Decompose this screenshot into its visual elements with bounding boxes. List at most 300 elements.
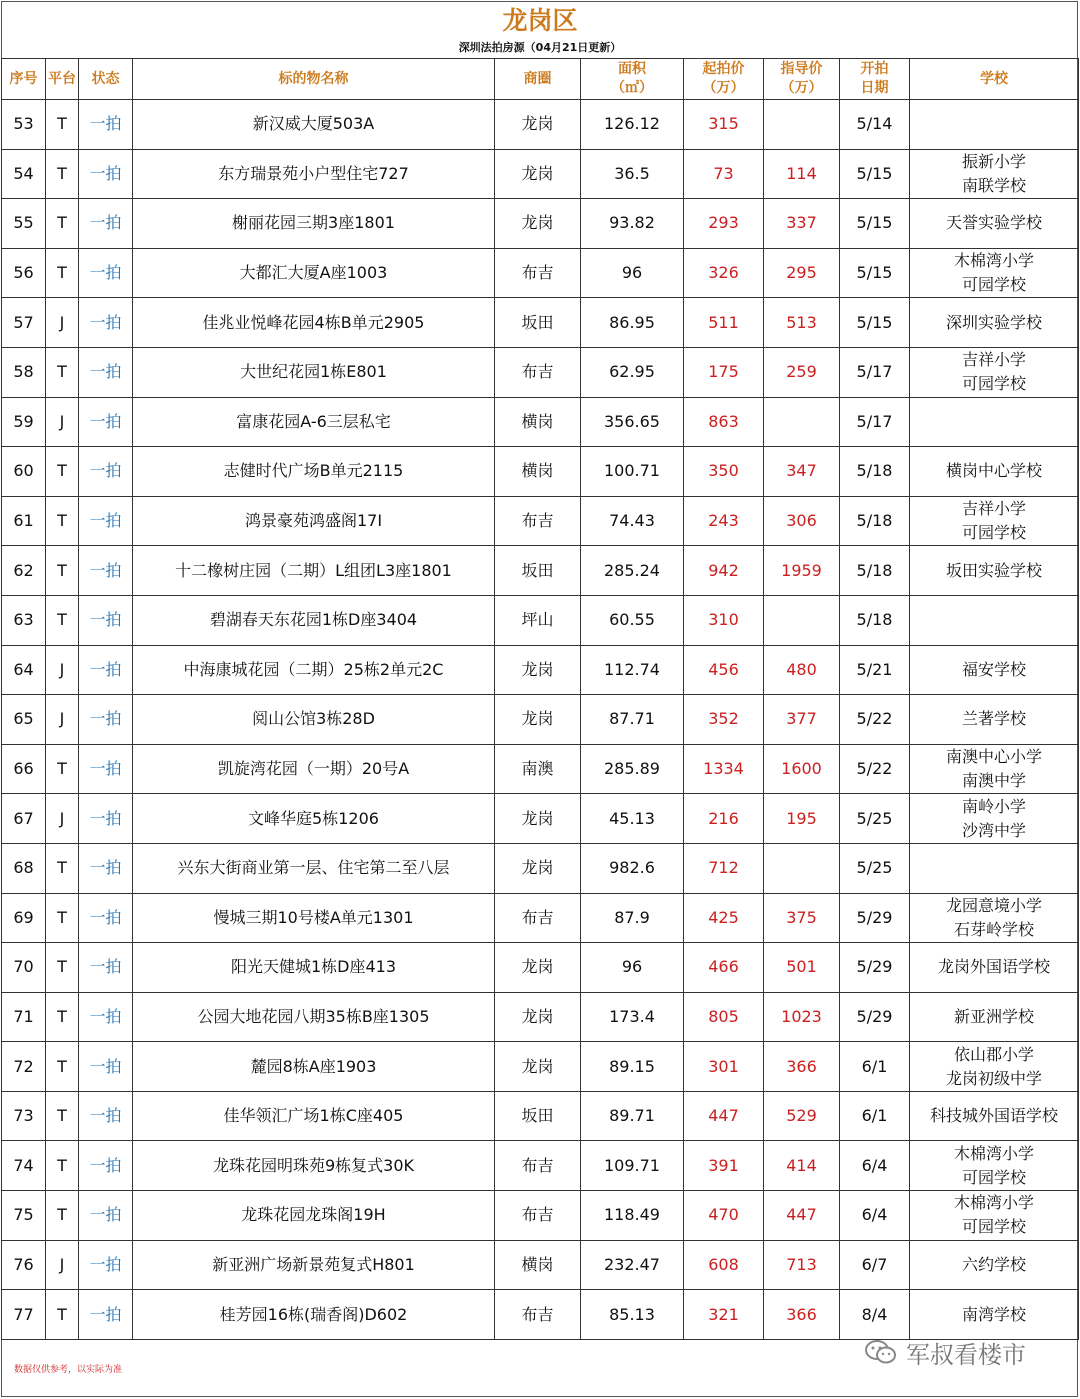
cell-platform: T [46, 1290, 79, 1340]
cell-area: 96 [581, 943, 684, 993]
header-line: 面积 [618, 61, 646, 77]
school-name: 可园学校 [961, 1167, 1026, 1187]
watermark [864, 1334, 1054, 1370]
cell-zone: 布吉 [495, 1141, 581, 1191]
school-name: 石芽岭学校 [953, 919, 1034, 939]
cell-no: 75 [2, 1191, 46, 1241]
cell-date: 6/7 [840, 1240, 910, 1290]
cell-zone: 布吉 [495, 1290, 581, 1340]
cell-start-price: 301 [684, 1042, 764, 1092]
header-line: 指导价 [780, 61, 823, 77]
school-name: 龙园意境小学 [945, 895, 1042, 915]
cell-start-price: 326 [684, 248, 764, 298]
cell-platform: T [46, 347, 79, 397]
header-line: 起拍价 [702, 61, 745, 77]
cell-zone: 横岗 [495, 447, 581, 497]
cell-zone: 龙岗 [495, 992, 581, 1042]
cell-date: 5/22 [840, 744, 910, 794]
cell-guide-price: 259 [764, 347, 840, 397]
cell-zone: 横岗 [495, 1240, 581, 1290]
table-row [2, 1240, 1079, 1290]
watermark-text: 军叔看楼市 [906, 1340, 1026, 1369]
table-row [2, 1042, 1079, 1092]
header-col-status [79, 59, 133, 100]
cell-platform: T [46, 149, 79, 199]
cell-area: 112.74 [581, 645, 684, 695]
cell-area: 36.5 [581, 149, 684, 199]
cell-school [910, 1091, 1079, 1141]
cell-start-price: 425 [684, 893, 764, 943]
cell-status: 一拍 [79, 397, 133, 447]
table-row [2, 695, 1079, 745]
school-name: 龙岗外国语学校 [937, 957, 1050, 977]
cell-school [910, 1191, 1079, 1241]
cell-date: 5/29 [840, 992, 910, 1042]
cell-status: 一拍 [79, 1240, 133, 1290]
cell-status: 一拍 [79, 893, 133, 943]
cell-date: 5/17 [840, 397, 910, 447]
cell-platform: T [46, 744, 79, 794]
cell-status: 一拍 [79, 100, 133, 150]
table-row [2, 744, 1079, 794]
cell-guide-price: 366 [764, 1042, 840, 1092]
cell-no: 61 [2, 496, 46, 546]
cell-area: 100.71 [581, 447, 684, 497]
table-body [2, 100, 1079, 1340]
cell-platform: J [46, 397, 79, 447]
cell-date: 6/1 [840, 1091, 910, 1141]
school-name: 可园学校 [961, 374, 1026, 394]
table-row [2, 447, 1079, 497]
cell-start-price: 1334 [684, 744, 764, 794]
cell-zone: 龙岗 [495, 943, 581, 993]
school-name: 吉祥小学 [961, 350, 1026, 370]
table-row [2, 1091, 1079, 1141]
header-line: 商圈 [523, 70, 552, 87]
header-row [2, 59, 1079, 100]
cell-school [910, 447, 1079, 497]
cell-school [910, 645, 1079, 695]
cell-zone: 坪山 [495, 595, 581, 645]
cell-no: 72 [2, 1042, 46, 1092]
school-name: 南联学校 [961, 175, 1026, 195]
cell-start-price: 243 [684, 496, 764, 546]
header-line: （万） [702, 80, 745, 96]
cell-school [910, 199, 1079, 249]
cell-school [910, 992, 1079, 1042]
cell-platform: T [46, 100, 79, 150]
cell-no: 65 [2, 695, 46, 745]
cell-date: 5/15 [840, 149, 910, 199]
cell-guide-price [764, 595, 840, 645]
cell-zone: 布吉 [495, 893, 581, 943]
cell-no: 60 [2, 447, 46, 497]
cell-name: 大世纪花园1栋E801 [133, 347, 495, 397]
cell-no: 70 [2, 943, 46, 993]
cell-date: 5/18 [840, 447, 910, 497]
cell-name: 新汉威大厦503A [133, 100, 495, 150]
cell-school [910, 843, 1079, 893]
cell-date: 5/21 [840, 645, 910, 695]
cell-start-price: 466 [684, 943, 764, 993]
cell-date: 5/15 [840, 248, 910, 298]
school-name: 六约学校 [961, 1254, 1026, 1274]
cell-zone: 龙岗 [495, 695, 581, 745]
table-row [2, 248, 1079, 298]
table-row [2, 943, 1079, 993]
cell-name: 富康花园A-6三层私宅 [133, 397, 495, 447]
table-row [2, 298, 1079, 348]
header-line: 开拍 [860, 61, 889, 77]
cell-status: 一拍 [79, 744, 133, 794]
school-name: 木棉湾小学 [953, 1143, 1034, 1163]
cell-status: 一拍 [79, 943, 133, 993]
cell-no: 63 [2, 595, 46, 645]
cell-date: 5/17 [840, 347, 910, 397]
cell-zone: 龙岗 [495, 794, 581, 844]
cell-date: 5/15 [840, 298, 910, 348]
cell-platform: J [46, 695, 79, 745]
cell-status: 一拍 [79, 1042, 133, 1092]
cell-status: 一拍 [79, 843, 133, 893]
footer-note: 数据仅供参考，以实际为准 [14, 1365, 123, 1375]
cell-school [910, 744, 1079, 794]
cell-area: 109.71 [581, 1141, 684, 1191]
cell-status: 一拍 [79, 645, 133, 695]
cell-guide-price: 347 [764, 447, 840, 497]
table-row [2, 199, 1079, 249]
cell-school [910, 546, 1079, 596]
cell-area: 45.13 [581, 794, 684, 844]
cell-status: 一拍 [79, 695, 133, 745]
cell-school [910, 298, 1079, 348]
cell-guide-price [764, 100, 840, 150]
cell-platform: T [46, 843, 79, 893]
cell-no: 64 [2, 645, 46, 695]
cell-no: 73 [2, 1091, 46, 1141]
cell-no: 57 [2, 298, 46, 348]
school-name: 振新小学 [961, 151, 1026, 171]
cell-guide-price: 513 [764, 298, 840, 348]
school-name: 深圳实验学校 [945, 312, 1042, 332]
cell-name: 兴东大街商业第一层、住宅第二至八层 [133, 843, 495, 893]
cell-platform: T [46, 546, 79, 596]
cell-school [910, 1290, 1079, 1340]
cell-platform: T [46, 992, 79, 1042]
cell-name: 榭丽花园三期3座1801 [133, 199, 495, 249]
cell-zone: 坂田 [495, 298, 581, 348]
cell-area: 74.43 [581, 496, 684, 546]
school-name: 科技城外国语学校 [929, 1106, 1058, 1126]
header-col-start-price [684, 59, 764, 100]
cell-no: 71 [2, 992, 46, 1042]
table-row [2, 645, 1079, 695]
cell-school [910, 695, 1079, 745]
cell-area: 62.95 [581, 347, 684, 397]
cell-zone: 南澳 [495, 744, 581, 794]
cell-area: 93.82 [581, 199, 684, 249]
cell-zone: 布吉 [495, 347, 581, 397]
table-row [2, 843, 1079, 893]
cell-zone: 布吉 [495, 496, 581, 546]
cell-status: 一拍 [79, 794, 133, 844]
cell-start-price: 608 [684, 1240, 764, 1290]
cell-date: 5/18 [840, 546, 910, 596]
cell-status: 一拍 [79, 1141, 133, 1191]
cell-school [910, 595, 1079, 645]
header-col-zone [495, 59, 581, 100]
cell-name: 鸿景豪苑鸿盛阁17I [133, 496, 495, 546]
cell-zone: 龙岗 [495, 645, 581, 695]
table-row [2, 992, 1079, 1042]
cell-area: 118.49 [581, 1191, 684, 1241]
cell-zone: 龙岗 [495, 1042, 581, 1092]
cell-status: 一拍 [79, 298, 133, 348]
cell-school [910, 794, 1079, 844]
cell-status: 一拍 [79, 347, 133, 397]
cell-date: 8/4 [840, 1290, 910, 1340]
cell-guide-price: 114 [764, 149, 840, 199]
cell-name: 阅山公馆3栋28D [133, 695, 495, 745]
cell-date: 5/18 [840, 595, 910, 645]
cell-platform: T [46, 199, 79, 249]
cell-no: 55 [2, 199, 46, 249]
cell-start-price: 511 [684, 298, 764, 348]
school-name: 沙湾中学 [961, 820, 1026, 840]
cell-date: 6/4 [840, 1191, 910, 1241]
cell-start-price: 863 [684, 397, 764, 447]
header-line: 序号 [9, 70, 38, 87]
cell-name: 凯旋湾花园（一期）20号A [133, 744, 495, 794]
cell-date: 6/1 [840, 1042, 910, 1092]
table-row [2, 595, 1079, 645]
cell-no: 58 [2, 347, 46, 397]
cell-status: 一拍 [79, 1290, 133, 1340]
cell-start-price: 942 [684, 546, 764, 596]
cell-school [910, 248, 1079, 298]
school-name: 木棉湾小学 [953, 1193, 1034, 1213]
cell-date: 5/22 [840, 695, 910, 745]
cell-zone: 龙岗 [495, 100, 581, 150]
table-row [2, 496, 1079, 546]
school-name: 坂田实验学校 [945, 560, 1042, 580]
school-name: 可园学校 [961, 1217, 1026, 1237]
cell-area: 89.15 [581, 1042, 684, 1092]
cell-start-price: 216 [684, 794, 764, 844]
page-title: 龙岗区 [502, 6, 578, 35]
table-row [2, 1141, 1079, 1191]
cell-start-price: 352 [684, 695, 764, 745]
cell-start-price: 321 [684, 1290, 764, 1340]
cell-school [910, 347, 1079, 397]
cell-name: 东方瑞景苑小户型住宅727 [133, 149, 495, 199]
cell-name: 慢城三期10号楼A单元1301 [133, 893, 495, 943]
cell-start-price: 175 [684, 347, 764, 397]
header-col-name [133, 59, 495, 100]
cell-area: 232.47 [581, 1240, 684, 1290]
cell-guide-price: 377 [764, 695, 840, 745]
school-name: 可园学校 [961, 275, 1026, 295]
cell-area: 285.89 [581, 744, 684, 794]
cell-no: 53 [2, 100, 46, 150]
cell-platform: T [46, 893, 79, 943]
cell-platform: T [46, 447, 79, 497]
header-line: 状态 [91, 70, 120, 87]
table-row [2, 100, 1079, 150]
cell-platform: J [46, 1240, 79, 1290]
school-name: 可园学校 [961, 523, 1026, 543]
cell-status: 一拍 [79, 595, 133, 645]
cell-name: 中海康城花园（二期）25栋2单元2C [133, 645, 495, 695]
header-col-platform [46, 59, 79, 100]
cell-date: 5/25 [840, 794, 910, 844]
table-row [2, 149, 1079, 199]
cell-no: 69 [2, 893, 46, 943]
header-col-guide-price [764, 59, 840, 100]
cell-guide-price: 529 [764, 1091, 840, 1141]
cell-guide-price: 501 [764, 943, 840, 993]
cell-status: 一拍 [79, 496, 133, 546]
cell-name: 龙珠花园明珠苑9栋复式30K [133, 1141, 495, 1191]
header-line: 学校 [980, 70, 1008, 87]
cell-area: 87.71 [581, 695, 684, 745]
cell-start-price: 73 [684, 149, 764, 199]
cell-date: 5/15 [840, 199, 910, 249]
cell-school [910, 496, 1079, 546]
cell-platform: T [46, 595, 79, 645]
table-row [2, 347, 1079, 397]
cell-no: 68 [2, 843, 46, 893]
cell-platform: T [46, 1191, 79, 1241]
cell-status: 一拍 [79, 149, 133, 199]
cell-school [910, 397, 1079, 447]
school-name: 新亚洲学校 [953, 1006, 1034, 1026]
cell-name: 碧湖春天东花园1栋D座3404 [133, 595, 495, 645]
wechat-icon [864, 1338, 898, 1366]
cell-date: 5/18 [840, 496, 910, 546]
cell-area: 285.24 [581, 546, 684, 596]
cell-guide-price: 366 [764, 1290, 840, 1340]
cell-school [910, 100, 1079, 150]
cell-zone: 横岗 [495, 397, 581, 447]
cell-status: 一拍 [79, 248, 133, 298]
cell-area: 356.65 [581, 397, 684, 447]
cell-name: 佳华领汇广场1栋C座405 [133, 1091, 495, 1141]
school-name: 横岗中心学校 [945, 461, 1042, 481]
cell-guide-price: 1959 [764, 546, 840, 596]
school-name: 吉祥小学 [961, 499, 1026, 519]
cell-name: 十二橡树庄园（二期）L组团L3座1801 [133, 546, 495, 596]
cell-school [910, 893, 1079, 943]
school-name: 南岭小学 [961, 796, 1026, 816]
cell-name: 志健时代广场B单元2115 [133, 447, 495, 497]
cell-status: 一拍 [79, 447, 133, 497]
cell-school [910, 149, 1079, 199]
cell-platform: J [46, 794, 79, 844]
school-name: 南澳中学 [961, 771, 1026, 791]
school-name: 天誉实验学校 [945, 213, 1042, 233]
header-col-school [910, 59, 1079, 100]
cell-platform: T [46, 1091, 79, 1141]
table-row [2, 1290, 1079, 1340]
cell-start-price: 293 [684, 199, 764, 249]
cell-date: 5/29 [840, 943, 910, 993]
cell-no: 66 [2, 744, 46, 794]
cell-platform: J [46, 298, 79, 348]
header-col-no [2, 59, 46, 100]
cell-area: 86.95 [581, 298, 684, 348]
listing-table [1, 58, 1079, 1340]
cell-start-price: 391 [684, 1141, 764, 1191]
cell-guide-price: 306 [764, 496, 840, 546]
cell-platform: T [46, 1042, 79, 1092]
cell-area: 60.55 [581, 595, 684, 645]
cell-guide-price: 375 [764, 893, 840, 943]
cell-status: 一拍 [79, 992, 133, 1042]
cell-zone: 布吉 [495, 248, 581, 298]
cell-start-price: 447 [684, 1091, 764, 1141]
cell-start-price: 805 [684, 992, 764, 1042]
cell-date: 5/25 [840, 843, 910, 893]
cell-start-price: 470 [684, 1191, 764, 1241]
table-row [2, 893, 1079, 943]
school-name: 福安学校 [961, 659, 1026, 679]
header-col-area [581, 59, 684, 100]
cell-guide-price: 713 [764, 1240, 840, 1290]
cell-start-price: 712 [684, 843, 764, 893]
cell-no: 59 [2, 397, 46, 447]
cell-start-price: 310 [684, 595, 764, 645]
cell-area: 85.13 [581, 1290, 684, 1340]
cell-name: 公园大地花园八期35栋B座1305 [133, 992, 495, 1042]
cell-status: 一拍 [79, 1091, 133, 1141]
table-row [2, 397, 1079, 447]
school-name: 依山郡小学 [953, 1044, 1034, 1064]
cell-school [910, 1141, 1079, 1191]
cell-zone: 龙岗 [495, 199, 581, 249]
header-line: （㎡） [611, 80, 653, 96]
cell-school [910, 1240, 1079, 1290]
cell-status: 一拍 [79, 546, 133, 596]
cell-name: 文峰华庭5栋1206 [133, 794, 495, 844]
cell-date: 6/4 [840, 1141, 910, 1191]
cell-no: 74 [2, 1141, 46, 1191]
cell-zone: 坂田 [495, 546, 581, 596]
cell-platform: T [46, 1141, 79, 1191]
cell-name: 龙珠花园龙珠阁19H [133, 1191, 495, 1241]
cell-name: 大都汇大厦A座1003 [133, 248, 495, 298]
cell-zone: 龙岗 [495, 149, 581, 199]
cell-zone: 布吉 [495, 1191, 581, 1241]
header-line: 标的物名称 [278, 70, 349, 87]
cell-start-price: 456 [684, 645, 764, 695]
cell-guide-price: 414 [764, 1141, 840, 1191]
cell-start-price: 350 [684, 447, 764, 497]
school-name: 兰著学校 [961, 709, 1026, 729]
cell-start-price: 315 [684, 100, 764, 150]
table-row [2, 794, 1079, 844]
school-name: 龙岗初级中学 [945, 1068, 1042, 1088]
cell-area: 173.4 [581, 992, 684, 1042]
cell-guide-price: 295 [764, 248, 840, 298]
cell-area: 96 [581, 248, 684, 298]
cell-name: 桂芳园16栋(瑞香阁)D602 [133, 1290, 495, 1340]
cell-date: 5/14 [840, 100, 910, 150]
cell-no: 56 [2, 248, 46, 298]
cell-name: 佳兆业悦峰花园4栋B单元2905 [133, 298, 495, 348]
cell-guide-price: 1023 [764, 992, 840, 1042]
cell-platform: T [46, 496, 79, 546]
